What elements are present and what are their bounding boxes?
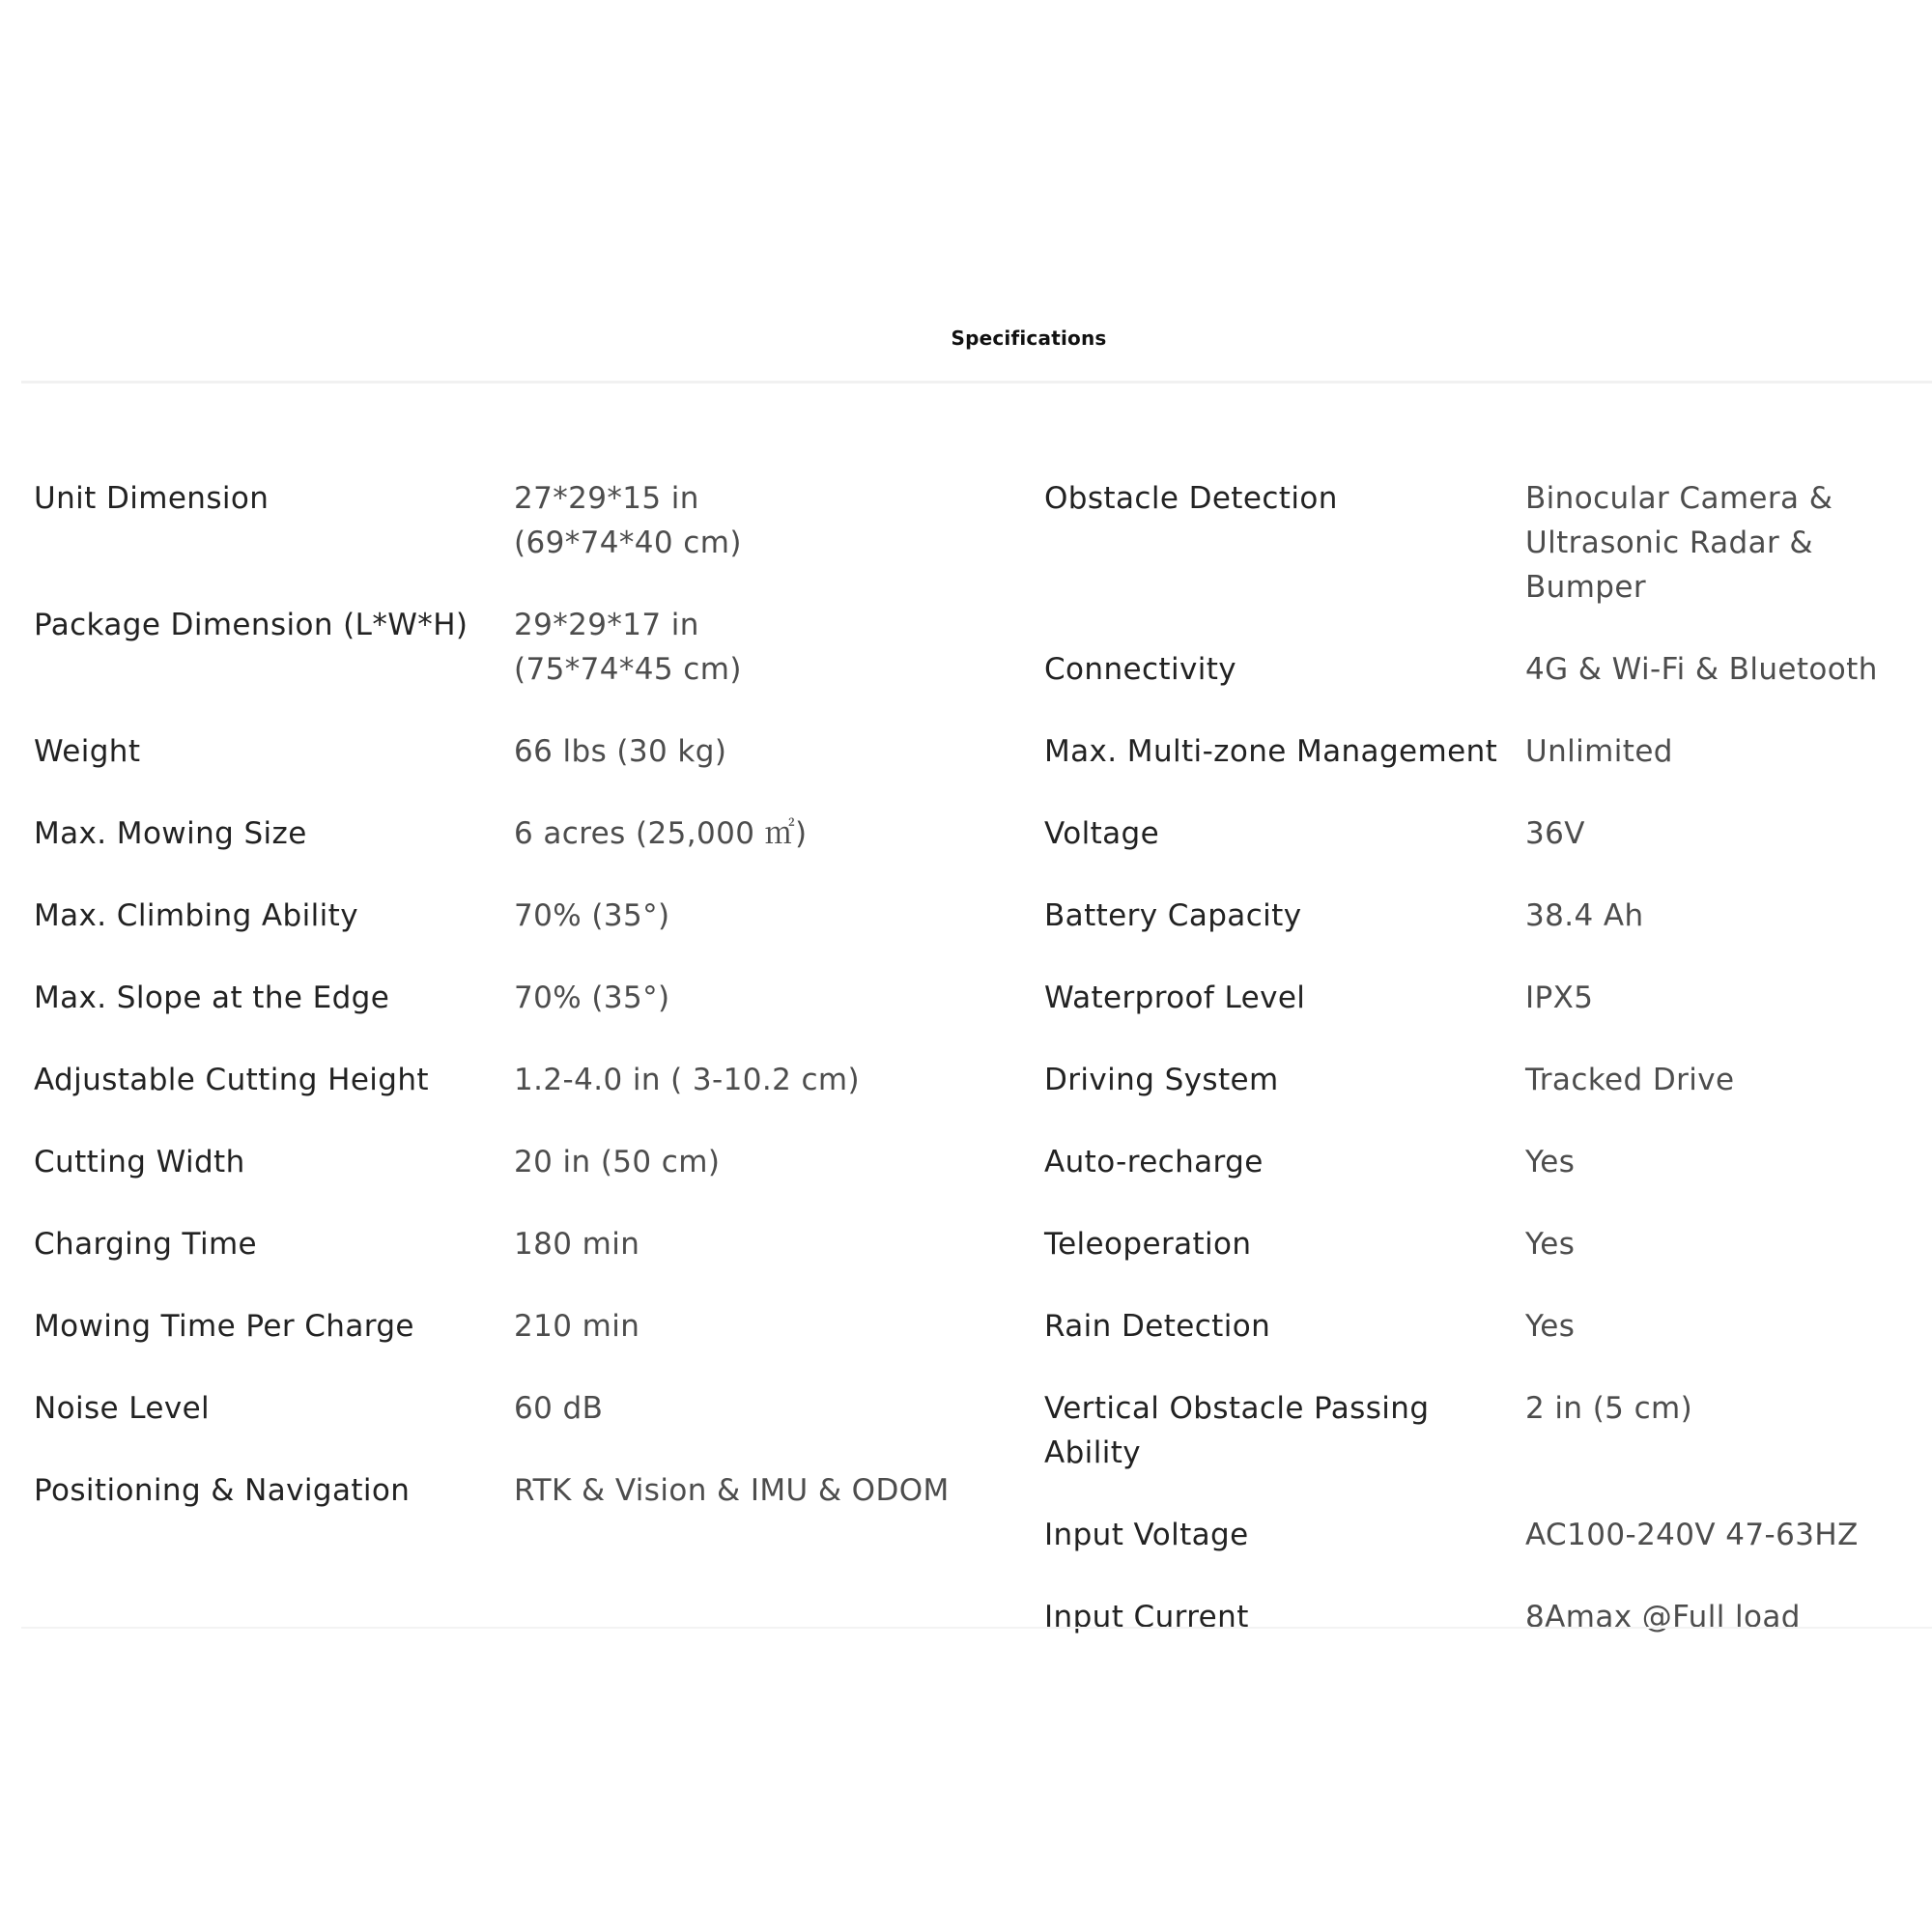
spec-label: Weight — [34, 734, 141, 769]
spec-row-battery-capacity — [1044, 894, 1932, 976]
spec-label: Waterproof Level — [1044, 980, 1306, 1015]
spec-row-obstacle-detection — [1044, 476, 1932, 647]
spec-row-teleoperation — [1044, 1222, 1932, 1304]
spec-row-weight — [34, 729, 950, 811]
spec-value: 2 in (5 cm) — [1525, 1391, 1693, 1426]
spec-row-mowing-time-per-charge — [34, 1304, 950, 1386]
spec-label: Max. Climbing Ability — [34, 898, 358, 933]
spec-value: 70% (35°) — [514, 980, 670, 1015]
spec-row-input-voltage — [1044, 1513, 1932, 1595]
spec-value: 180 min — [514, 1227, 640, 1262]
spec-row-max-mowing-size — [34, 811, 950, 894]
spec-label: Rain Detection — [1044, 1309, 1271, 1344]
spec-value: AC100-240V 47-63HZ — [1525, 1518, 1859, 1552]
spec-row-package-dimension — [34, 603, 950, 729]
spec-row-max-slope-at-edge — [34, 976, 950, 1058]
spec-value: 6 acres (25,000 ㎡) — [514, 816, 808, 851]
spec-value: 8Amax @Full load — [1525, 1600, 1801, 1634]
spec-row-noise-level — [34, 1386, 950, 1468]
spec-label: Battery Capacity — [1044, 898, 1302, 933]
spec-label: Voltage — [1044, 816, 1160, 851]
spec-row-max-climbing-ability — [34, 894, 950, 976]
spec-label: Teleoperation — [1044, 1227, 1252, 1262]
spec-label: Driving System — [1044, 1063, 1279, 1097]
spec-value: 60 dB — [514, 1391, 604, 1426]
spec-row-vertical-obstacle-passing — [1044, 1386, 1932, 1513]
spec-row-auto-recharge — [1044, 1140, 1932, 1222]
spec-row-input-current — [1044, 1595, 1932, 1677]
spec-label: Package Dimension (L*W*H) — [34, 608, 469, 642]
spec-column-left — [34, 476, 950, 1550]
spec-row-cutting-width — [34, 1140, 950, 1222]
spec-label: Charging Time — [34, 1227, 258, 1262]
spec-label: Obstacle Detection — [1044, 481, 1338, 516]
spec-value: 4G & Wi-Fi & Bluetooth — [1525, 652, 1878, 687]
spec-row-adjustable-cutting-height — [34, 1058, 950, 1140]
spec-row-waterproof-level — [1044, 976, 1932, 1058]
spec-value: Yes — [1525, 1309, 1576, 1344]
spec-label: Cutting Width — [34, 1145, 245, 1179]
spec-row-positioning-navigation — [34, 1468, 950, 1550]
spec-value: 29*29*17 in (75*74*45 cm) — [514, 608, 742, 687]
spec-row-unit-dimension — [34, 476, 950, 603]
spec-label: Adjustable Cutting Height — [34, 1063, 429, 1097]
spec-label: Mowing Time Per Charge — [34, 1309, 414, 1344]
spec-label: Unit Dimension — [34, 481, 270, 516]
spec-value: 38.4 Ah — [1525, 898, 1644, 933]
spec-value: Yes — [1525, 1145, 1576, 1179]
spec-row-rain-detection — [1044, 1304, 1932, 1386]
spec-value: Yes — [1525, 1227, 1576, 1262]
tab-specifications[interactable]: Specifications — [951, 327, 1107, 350]
spec-value: Binocular Camera & Ultrasonic Radar & Bumper — [1525, 481, 1833, 605]
spec-row-connectivity — [1044, 647, 1932, 729]
spec-value: 210 min — [514, 1309, 640, 1344]
spec-label: Max. Mowing Size — [34, 816, 307, 851]
spec-value: 20 in (50 cm) — [514, 1145, 721, 1179]
spec-label: Input Voltage — [1044, 1518, 1249, 1552]
spec-value: 36V — [1525, 816, 1585, 851]
spec-label: Max. Multi-zone Management — [1044, 734, 1498, 769]
spec-value: RTK & Vision & IMU & ODOM — [514, 1473, 950, 1508]
specifications-tab-bar — [21, 290, 1932, 384]
spec-value: Unlimited — [1525, 734, 1673, 769]
spec-row-charging-time — [34, 1222, 950, 1304]
spec-value: Tracked Drive — [1525, 1063, 1735, 1097]
spec-row-multi-zone-management — [1044, 729, 1932, 811]
spec-row-driving-system — [1044, 1058, 1932, 1140]
spec-value: 27*29*15 in (69*74*40 cm) — [514, 481, 742, 560]
spec-value: 70% (35°) — [514, 898, 670, 933]
spec-label: Positioning & Navigation — [34, 1473, 411, 1508]
spec-value: 1.2-4.0 in ( 3-10.2 cm) — [514, 1063, 861, 1097]
spec-label: Vertical Obstacle Passing Ability — [1044, 1391, 1430, 1470]
spec-label: Connectivity — [1044, 652, 1237, 687]
spec-label: Input Current — [1044, 1600, 1249, 1634]
spec-label: Noise Level — [34, 1391, 211, 1426]
spec-row-voltage — [1044, 811, 1932, 894]
spec-column-right — [1044, 476, 1932, 1677]
spec-value: IPX5 — [1525, 980, 1594, 1015]
spec-value: 66 lbs (30 kg) — [514, 734, 727, 769]
section-divider — [21, 1627, 1932, 1629]
spec-label: Auto-recharge — [1044, 1145, 1264, 1179]
spec-label: Max. Slope at the Edge — [34, 980, 390, 1015]
